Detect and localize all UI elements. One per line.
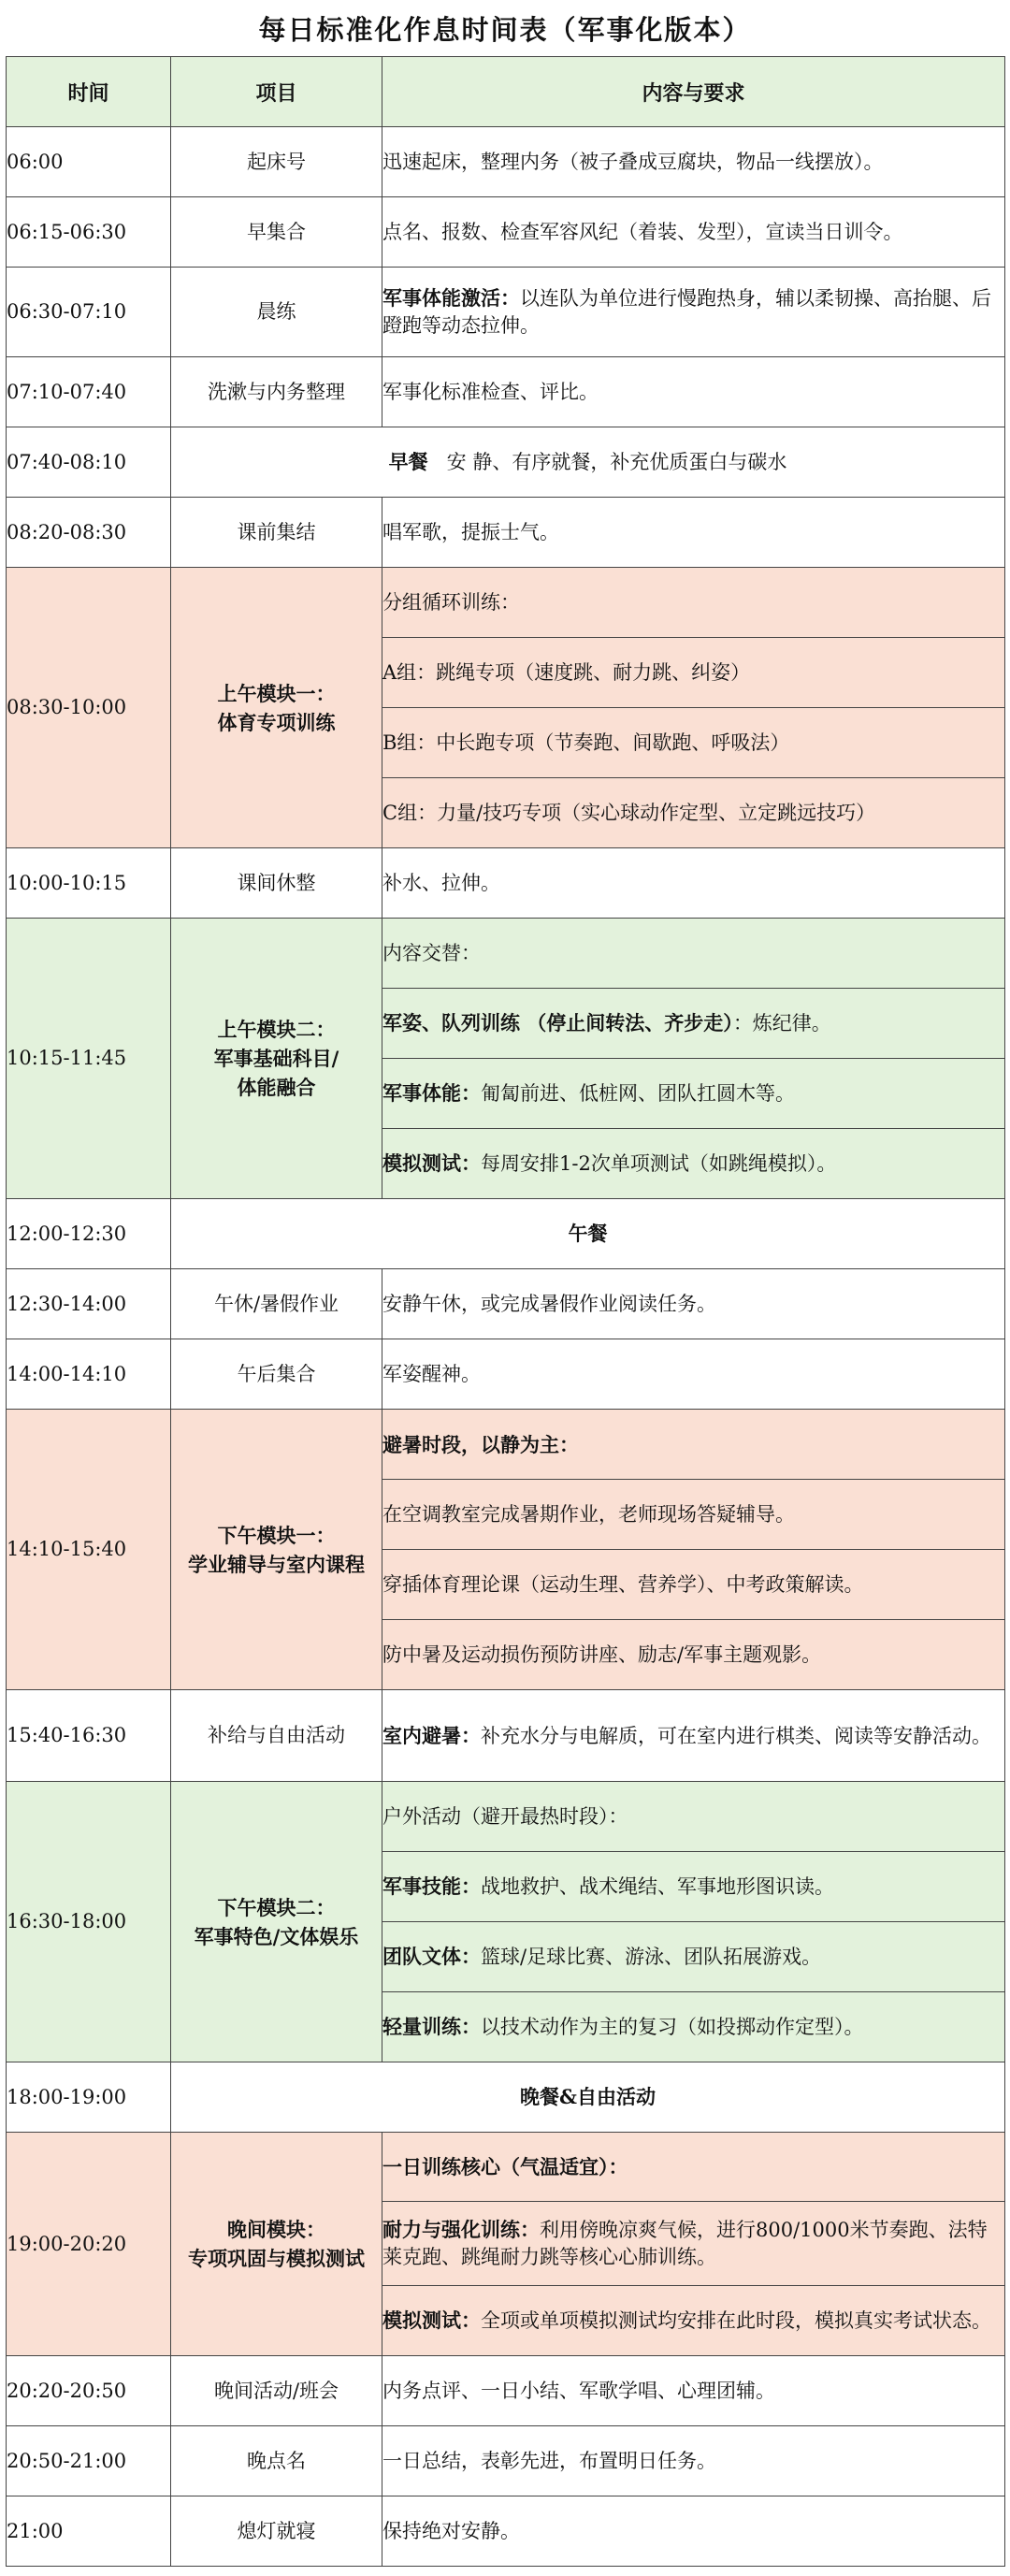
meal-label: 早餐 <box>388 450 428 473</box>
row-content <box>382 1690 1005 1782</box>
row-time: 08:20-08:30 <box>7 498 171 568</box>
row-item: 午后集合 <box>171 1339 382 1410</box>
row-time: 20:20-20:50 <box>7 2356 171 2426</box>
row-content <box>382 1922 1005 1992</box>
table-row <box>7 2356 1005 2426</box>
content-text: 每周安排1-2次单项测试（如跳绳模拟）。 <box>481 1152 837 1175</box>
row-time: 18:00-19:00 <box>7 2062 171 2133</box>
table-row <box>7 197 1005 268</box>
content-text: 战地救护、战术绳结、军事地形图识读。 <box>481 1875 834 1898</box>
row-time: 07:40-08:10 <box>7 427 171 498</box>
row-content: 在空调教室完成暑期作业，老师现场答疑辅导。 <box>382 1480 1005 1550</box>
row-item: 起床号 <box>171 127 382 197</box>
table-row <box>7 127 1005 197</box>
table-row <box>7 2426 1005 2496</box>
row-time: 08:30-10:00 <box>7 568 171 848</box>
row-content: 内容交替： <box>382 919 1005 989</box>
row-content: 安静午休，或完成暑假作业阅读任务。 <box>382 1269 1005 1339</box>
table-row <box>7 357 1005 427</box>
row-time: 10:15-11:45 <box>7 919 171 1199</box>
row-item: 午休/暑假作业 <box>171 1269 382 1339</box>
row-content: 军姿醒神。 <box>382 1339 1005 1410</box>
table-row <box>7 2496 1005 2567</box>
row-content: 保持绝对安静。 <box>382 2496 1005 2567</box>
table-row <box>7 1339 1005 1410</box>
item-line: 专项巩固与模拟测试 <box>188 2247 365 2270</box>
meal-label: 午餐 <box>568 1222 608 1245</box>
content-emphasis: 模拟测试： <box>382 2308 481 2332</box>
content-emphasis: 耐力与强化训练： <box>382 2218 540 2241</box>
header-item: 项目 <box>171 57 382 127</box>
item-line: 体育专项训练 <box>217 710 336 734</box>
item-line: 下午模块一： <box>217 1523 336 1547</box>
item-line: 下午模块二： <box>217 1895 336 1919</box>
row-item <box>171 2133 382 2356</box>
row-content <box>382 1129 1005 1199</box>
meal-breakfast <box>171 427 1005 498</box>
row-content: 军事化标准检查、评比。 <box>382 357 1005 427</box>
row-content: B组：中长跑专项（节奏跑、间歇跑、呼吸法） <box>382 708 1005 778</box>
item-line: 军事基础科目/ <box>213 1047 339 1070</box>
content-text: 全项或单项模拟测试均安排在此时段，模拟真实考试状态。 <box>481 2309 991 2332</box>
content-text: 以技术动作为主的复习（如投掷动作定型）。 <box>481 2016 864 2038</box>
row-content: 唱军歌，提振士气。 <box>382 498 1005 568</box>
content-text: ：炼纪律。 <box>732 1012 831 1035</box>
row-content: 一日总结，表彰先进，布置明日任务。 <box>382 2426 1005 2496</box>
schedule-table <box>6 56 1005 2567</box>
table-row <box>7 1690 1005 1782</box>
row-content: C组：力量/技巧专项（实心球动作定型、立定跳远技巧） <box>382 778 1005 848</box>
row-content: 避暑时段，以静为主： <box>382 1410 1005 1480</box>
row-content: 一日训练核心（气温适宜）： <box>382 2133 1005 2202</box>
row-time: 20:50-21:00 <box>7 2426 171 2496</box>
table-row <box>7 268 1005 357</box>
content-emphasis: 室内避暑： <box>382 1723 481 1747</box>
row-time: 14:00-14:10 <box>7 1339 171 1410</box>
row-content: 迅速起床，整理内务（被子叠成豆腐块，物品一线摆放）。 <box>382 127 1005 197</box>
row-item: 晚间活动/班会 <box>171 2356 382 2426</box>
header-content: 内容与要求 <box>382 57 1005 127</box>
row-content: 分组循环训练： <box>382 568 1005 638</box>
item-line: 晚间模块： <box>227 2218 325 2241</box>
content-emphasis: 军事技能： <box>382 1874 481 1898</box>
table-row <box>7 427 1005 498</box>
row-item: 早集合 <box>171 197 382 268</box>
item-line: 体能融合 <box>237 1076 316 1099</box>
row-item: 熄灯就寝 <box>171 2496 382 2567</box>
row-content: 点名、报数、检查军容风纪（着装、发型），宣读当日训令。 <box>382 197 1005 268</box>
table-row <box>7 568 1005 638</box>
content-text: 以连队为单位进行慢跑热身，辅以柔韧操、高抬腿、后蹬跑等动态拉伸。 <box>382 287 991 337</box>
meal-label: 晚餐&自由活动 <box>520 2085 656 2108</box>
item-line: 上午模块一： <box>217 681 336 705</box>
row-item: 补给与自由活动 <box>171 1690 382 1782</box>
table-row <box>7 1782 1005 1852</box>
row-content: 内务点评、一日小结、军歌学唱、心理团辅。 <box>382 2356 1005 2426</box>
row-content <box>382 268 1005 357</box>
content-emphasis: 军事体能激活： <box>382 286 520 310</box>
table-row <box>7 848 1005 919</box>
content-text: 补充水分与电解质，可在室内进行棋类、阅读等安静活动。 <box>481 1724 991 1747</box>
row-content <box>382 2286 1005 2356</box>
row-time: 19:00-20:20 <box>7 2133 171 2356</box>
row-item: 课前集结 <box>171 498 382 568</box>
row-time: 21:00 <box>7 2496 171 2567</box>
table-row <box>7 498 1005 568</box>
row-time: 06:15-06:30 <box>7 197 171 268</box>
row-time: 16:30-18:00 <box>7 1782 171 2062</box>
row-item: 晚点名 <box>171 2426 382 2496</box>
row-time: 15:40-16:30 <box>7 1690 171 1782</box>
row-content <box>382 989 1005 1059</box>
row-item: 洗漱与内务整理 <box>171 357 382 427</box>
table-row <box>7 2062 1005 2133</box>
row-item <box>171 568 382 848</box>
row-content <box>382 2202 1005 2286</box>
row-time: 06:30-07:10 <box>7 268 171 357</box>
page-title: 每日标准化作息时间表（军事化版本） <box>258 13 752 46</box>
row-content: 户外活动（避开最热时段）： <box>382 1782 1005 1852</box>
row-time: 10:00-10:15 <box>7 848 171 919</box>
row-time: 14:10-15:40 <box>7 1410 171 1690</box>
content-emphasis: 轻量训练： <box>382 2015 481 2038</box>
row-time: 06:00 <box>7 127 171 197</box>
content-emphasis: 军事体能： <box>382 1081 481 1105</box>
content-text: 匍匐前进、低桩网、团队扛圆木等。 <box>481 1082 795 1105</box>
header-time: 时间 <box>7 57 171 127</box>
content-text: 利用傍晚凉爽气候，进行800/1000米节奏跑、法特莱克跑、跳绳耐力跳等核心心肺训练。 <box>382 2219 988 2268</box>
content-emphasis: 军姿、队列训练 （停止间转法、齐步走） <box>382 1011 733 1035</box>
table-row <box>7 1199 1005 1269</box>
meal-note: 安 静、有序就餐，补充优质蛋白与碳水 <box>446 451 787 473</box>
item-line: 学业辅导与室内课程 <box>188 1552 365 1576</box>
content-text: 篮球/足球比赛、游泳、团队拓展游戏。 <box>481 1946 822 1968</box>
row-item <box>171 1410 382 1690</box>
meal-lunch <box>171 1199 1005 1269</box>
row-content: A组：跳绳专项（速度跳、耐力跳、纠姿） <box>382 638 1005 708</box>
row-content: 补水、拉伸。 <box>382 848 1005 919</box>
row-time: 07:10-07:40 <box>7 357 171 427</box>
content-emphasis: 模拟测试： <box>382 1151 481 1175</box>
row-content <box>382 1059 1005 1129</box>
table-row <box>7 2133 1005 2202</box>
row-content <box>382 1852 1005 1922</box>
row-content: 防中暑及运动损伤预防讲座、励志/军事主题观影。 <box>382 1620 1005 1690</box>
table-header-row <box>7 57 1005 127</box>
row-time: 12:30-14:00 <box>7 1269 171 1339</box>
row-content: 穿插体育理论课（运动生理、营养学）、中考政策解读。 <box>382 1550 1005 1620</box>
row-item <box>171 1782 382 2062</box>
table-row <box>7 1410 1005 1480</box>
row-item <box>171 919 382 1199</box>
table-row <box>7 1269 1005 1339</box>
meal-dinner <box>171 2062 1005 2133</box>
row-item: 晨练 <box>171 268 382 357</box>
row-item: 课间休整 <box>171 848 382 919</box>
row-content <box>382 1992 1005 2062</box>
item-line: 上午模块二： <box>217 1018 336 1041</box>
table-row <box>7 919 1005 989</box>
content-emphasis: 团队文体： <box>382 1945 481 1968</box>
item-line: 军事特色/文体娱乐 <box>194 1924 359 1948</box>
row-time: 12:00-12:30 <box>7 1199 171 1269</box>
